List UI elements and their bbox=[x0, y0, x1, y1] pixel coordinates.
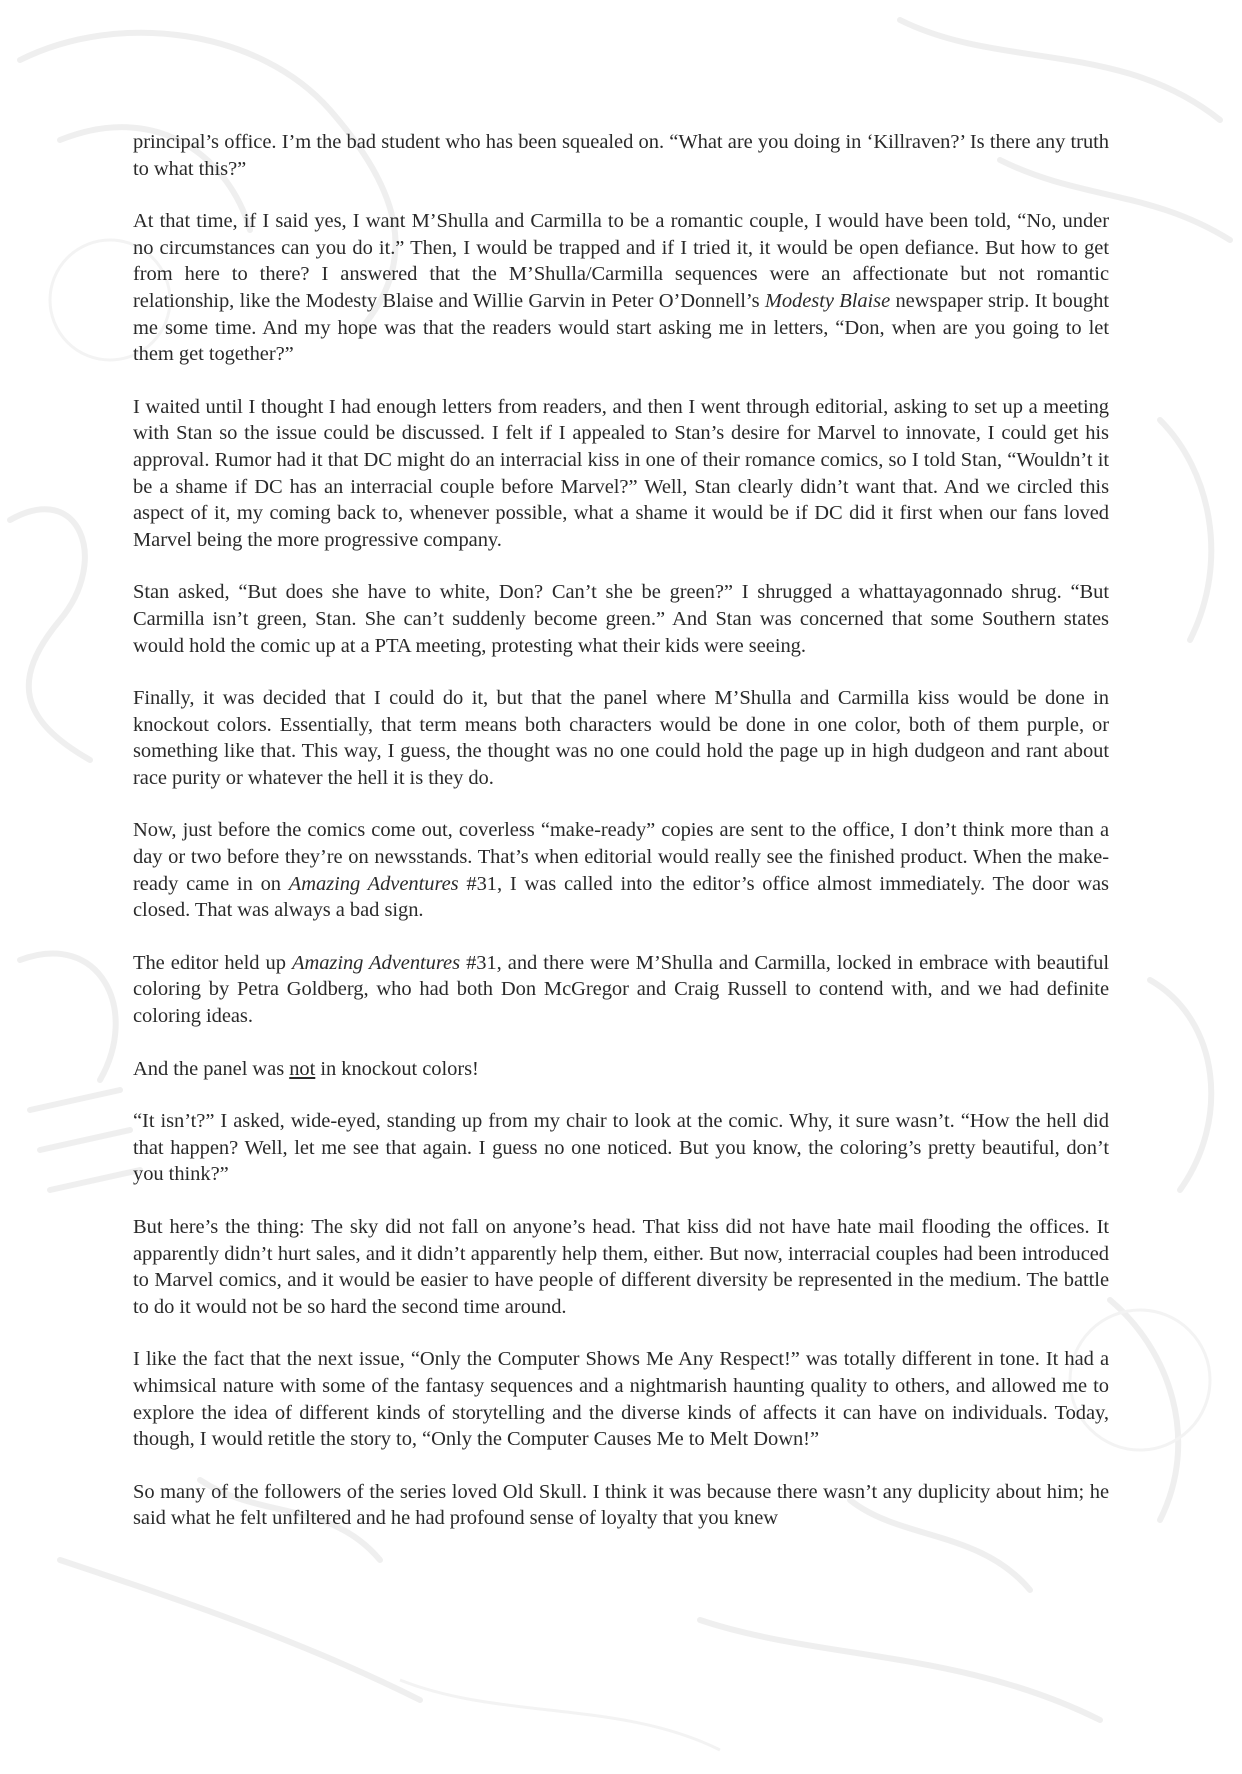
paragraph-text: At that time, if I said yes, I want M’Shulla and Carmilla to be a romantic couple, I would have been told, “No, under no circumstances can you do it.” Then, I would be trapped and if I tried it, it would be open defiance. But how to get from here to there? I answered that the M’Shulla/Carmilla sequences were an affectionate but not romantic relationship, like the Modesty Blaise and Willie Garvin in Peter O’Donnell’s bbox=[133, 210, 1109, 312]
paragraph-text: But here’s the thing: The sky did not fall on anyone’s head. That kiss did not have hate mail flooding the offices. It apparently didn’t hurt sales, and it didn’t apparently help them, either. But now, interracial couples had been introduced to Marvel comics, and it would be easier to have people of different diversity be represented in the medium. The battle to do it would not be so hard the second time around. bbox=[133, 1216, 1109, 1318]
paragraph-text: And the panel was bbox=[133, 1057, 290, 1080]
paragraph-text: “It isn’t?” I asked, wide-eyed, standing up from my chair to look at the comic. Why, it sure wasn’t. “How the hell did that happen? Well, let me see that again. I guess no one noticed. But you know, the coloring’s pretty beautiful, don’t you think?” bbox=[133, 1110, 1109, 1186]
italic-title: Amazing Adventures bbox=[291, 951, 461, 974]
paragraph-text: Now, just before the comics come out, coverless “make-ready” copies are sent to the office, I don’t think more than a day or two before they’re on newsstands. That’s when editorial would really see the finished product. When the make-ready came in on bbox=[133, 819, 1109, 895]
paragraph bbox=[133, 1346, 1109, 1452]
paragraph-text: Finally, it was decided that I could do it, but that the panel where M’Shulla and Carmilla kiss would be done in knockout colors. Essentially, that term means both characters would be done in one color, both of them purple, or something like that. This way, I guess, the thought was no one could hold the page up in high dudgeon and rant about race purity or whatever the hell it is they do. bbox=[133, 687, 1109, 789]
paragraph-text: The editor held up bbox=[133, 951, 292, 974]
paragraph bbox=[133, 950, 1109, 1030]
paragraph-text: #31, I was called into the editor’s office almost immediately. The door was closed. That was always a bad sign. bbox=[133, 872, 1109, 922]
paragraph-text: I like the fact that the next issue, “Only the Computer Shows Me Any Respect!” was totally different in tone. It had a whimsical nature with some of the fantasy sequences and a nightmarish haunting quality to others, and allowed me to explore the idea of different kinds of storytelling and the diverse kinds of affects it can have on individuals. Today, though, I would retitle the story to, “Only the Computer Causes Me to Melt Down!” bbox=[133, 1348, 1109, 1451]
paragraph bbox=[133, 1214, 1109, 1320]
paragraph-text: Stan asked, “But does she have to white, Don? Can’t she be green?” I shrugged a whattayagonnado shrug. “But Carmilla isn’t green, Stan. She can’t suddenly become green.” And Stan was concerned that some Southern states would hold the comic up at a PTA meeting, protesting what their kids were seeing. bbox=[133, 581, 1109, 657]
underlined-word: not bbox=[289, 1057, 316, 1080]
italic-title: Amazing Adventures bbox=[288, 872, 459, 895]
paragraph-text: So many of the followers of the series loved Old Skull. I think it was because there wasn’t any duplicity about him; he said what he felt unfiltered and he had profound sense of loyalty that you knew bbox=[133, 1480, 1109, 1530]
italic-title: Modesty Blaise bbox=[764, 289, 891, 312]
paragraph bbox=[133, 1108, 1109, 1188]
paragraph bbox=[133, 1056, 1109, 1083]
paragraph bbox=[133, 1479, 1109, 1532]
paragraph bbox=[133, 129, 1109, 182]
paragraph bbox=[133, 817, 1109, 923]
paragraph bbox=[133, 394, 1109, 554]
paragraph-text: in knockout colors! bbox=[315, 1057, 479, 1080]
paragraph bbox=[133, 208, 1109, 368]
paragraph-text: principal’s office. I’m the bad student who has been squealed on. “What are you doing in ‘Killraven?’ Is there any truth to what this?” bbox=[133, 131, 1109, 180]
paragraph-text: #31, and there were M’Shulla and Carmilla, locked in embrace with beautiful coloring by Petra Goldberg, who had both Don McGregor and Craig Russell to contend with, and we had definite coloring ideas. bbox=[133, 951, 1109, 1028]
article-body bbox=[133, 129, 1109, 1558]
paragraph-text: I waited until I thought I had enough letters from readers, and then I went through editorial, asking to set up a meeting with Stan so the issue could be discussed. I felt if I appealed to Stan’s desire for Marvel to innovate, I could get his approval. Rumor had it that DC might do an interracial kiss in one of their romance comics, so I told Stan, “Wouldn’t it be a shame if DC has an interracial couple before Marvel?” Well, Stan clearly didn’t want that. And we circled this aspect of it, my coming back to, whenever possible, what a shame it would be if DC did it first when our fans loved Marvel being the more progressive company. bbox=[133, 395, 1109, 551]
paragraph bbox=[133, 685, 1109, 791]
paragraph-text: newspaper strip. It bought me some time. And my hope was that the readers would start asking me in letters, “Don, when are you going to let them get together?” bbox=[133, 289, 1109, 366]
paragraph bbox=[133, 579, 1109, 659]
